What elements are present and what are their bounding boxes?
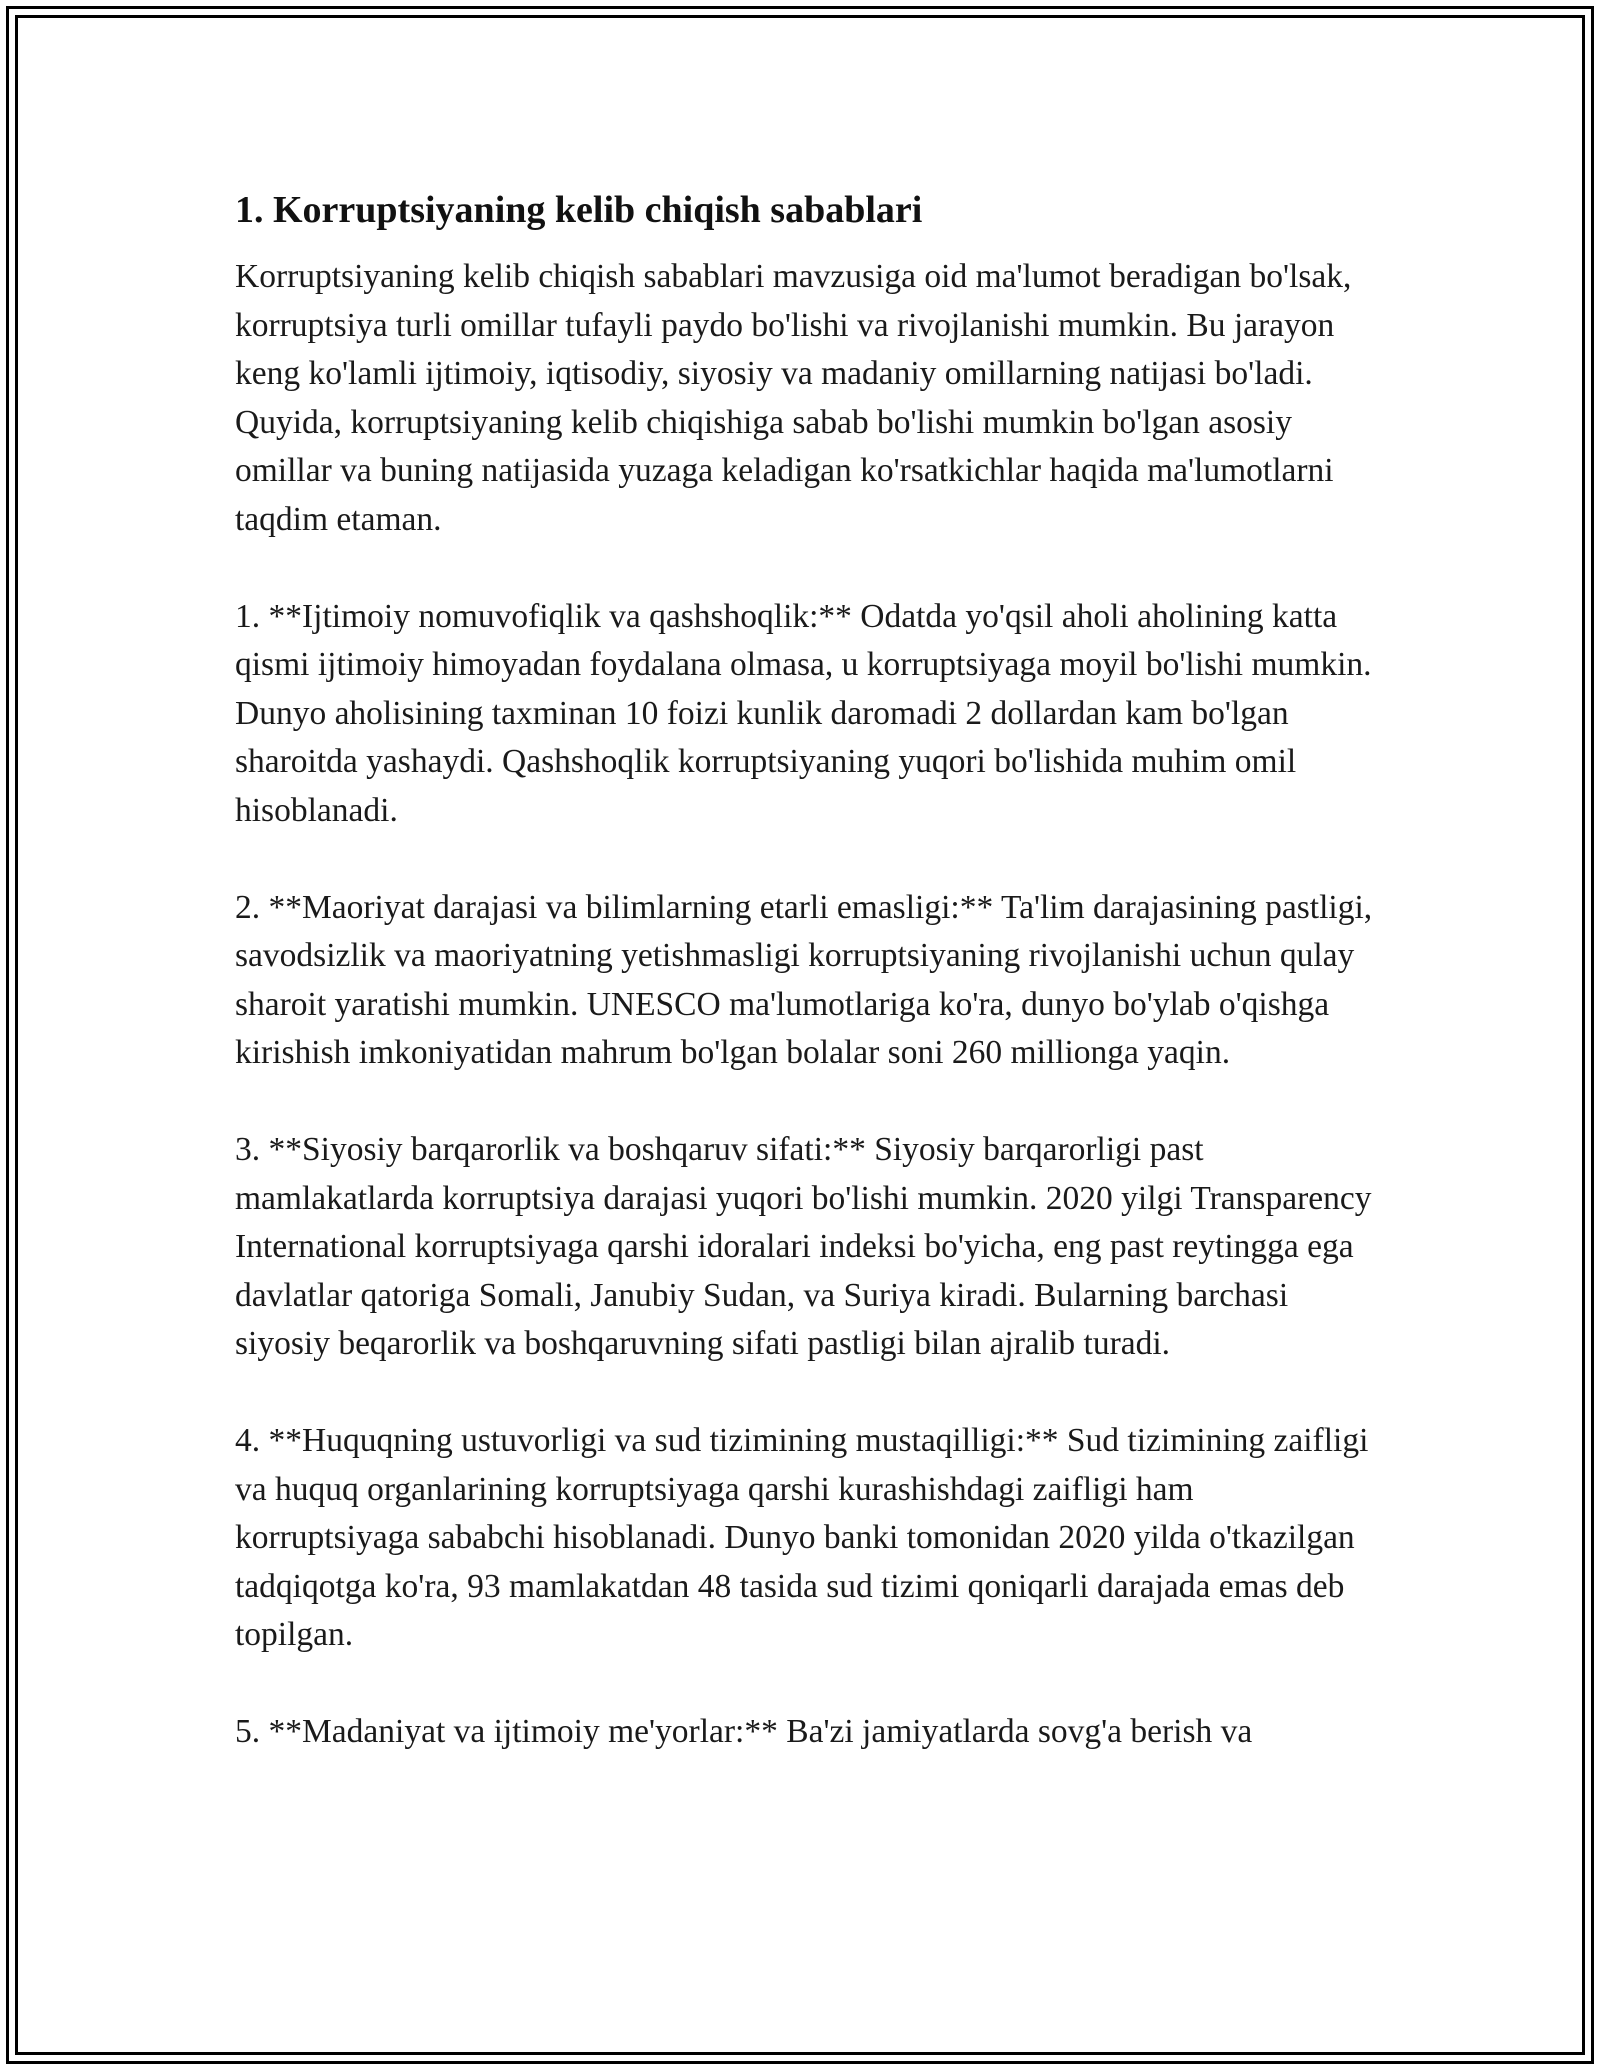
document-body [235, 186, 1375, 1805]
paragraph-item-4: 4. **Huquqning ustuvorligi va sud tizimining mustaqilligi:** Sud tizimining zaifligi va huquq organlarining korruptsiyaga qarshi kurashishdagi zaifligi ham korruptsiyaga sababchi hisoblanadi. Dunyo banki tomonidan 2020 yilda o'tkazilgan tadqiqotga ko'ra, 93 mamlakatdan 48 tasida sud tizimi qoniqarli darajada emas deb topilgan. [235, 1422, 1369, 1653]
paragraph-item-2: 2. **Maoriyat darajasi va bilimlarning etarli emasligi:** Ta'lim darajasining pastligi, savodsizlik va maoriyatning yetishmasligi korruptsiyaning rivojlanishi uchun qulay sharoit yaratishi mumkin. UNESCO ma'lumotlariga ko'ra, dunyo bo'ylab o'qishga kirishish imkoniyatidan mahrum bo'lgan bolalar soni 260 millionga yaqin. [235, 888, 1373, 1071]
paragraph-item-5: 5. **Madaniyat va ijtimoiy me'yorlar:** Ba'zi jamiyatlarda sovg'a berish va [235, 1713, 1253, 1750]
paragraph-item-1: 1. **Ijtimoiy nomuvofiqlik va qashshoqlik:** Odatda yo'qsil aholi aholining katta qismi ijtimoiy himoyadan foydalana olmasa, u korruptsiyaga moyil bo'lishi mumkin. Dunyo aholisining taxminan 10 foizi kunlik daromadi 2 dollardan kam bo'lgan sharoitda yashaydi. Qashshoqlik korruptsiyaning yuqori bo'lishida muhim omil hisoblanadi. [235, 597, 1372, 829]
paragraph-item-3: 3. **Siyosiy barqarorlik va boshqaruv sifati:** Siyosiy barqarorligi past mamlakatlarda korruptsiya darajasi yuqori bo'lishi mumkin. 2020 yilgi Transparency International korruptsiyaga qarshi idoralari indeksi bo'yicha, eng past reytingga ega davlatlar qatoriga Somali, Janubiy Sudan, va Suriya kiradi. Bularning barchasi siyosiy beqarorlik va boshqaruvning sifati pastligi bilan ajralib turadi. [235, 1131, 1372, 1362]
paragraph-intro: Korruptsiyaning kelib chiqish sabablari mavzusiga oid ma'lumot beradigan bo'lsak, korruptsiya turli omillar tufayli paydo bo'lishi va rivojlanishi mumkin. Bu jarayon keng ko'lamli ijtimoiy, iqtisodiy, siyosiy va madaniy omillarning natijasi bo'ladi. Quyida, korruptsiyaning kelib chiqishiga sabab bo'lishi mumkin bo'lgan asosiy omillar va buning natijasida yuzaga keladigan ko'rsatkichlar haqida ma'lumotlarni taqdim etaman. [235, 258, 1352, 538]
document-title: 1. Korruptsiyaning kelib chiqish sabablari [235, 189, 923, 231]
